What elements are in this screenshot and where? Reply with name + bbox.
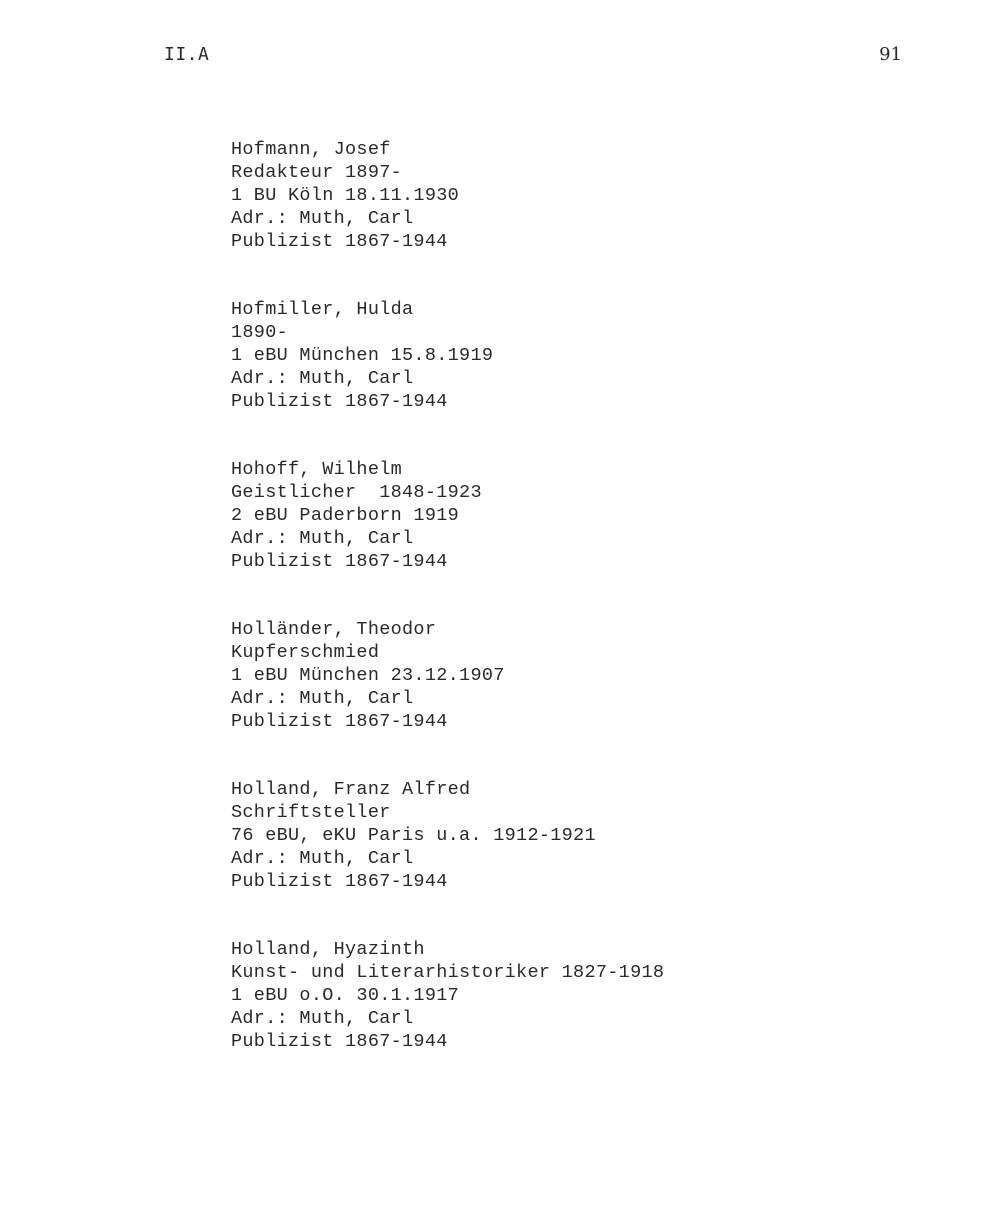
entry-hofmiller-hulda	[231, 298, 951, 458]
entry-addressee: Adr.: Muth, Carl	[231, 208, 414, 229]
entry-name: Hofmiller, Hulda	[231, 299, 414, 320]
entry-addressee: Adr.: Muth, Carl	[231, 848, 414, 869]
entry-hollaender-theodor	[231, 618, 951, 778]
entry-hohoff-wilhelm	[231, 458, 951, 618]
entry-addressee-info: Publizist 1867-1944	[231, 231, 448, 252]
page-number: 91	[879, 44, 902, 65]
entry-list	[231, 138, 951, 1098]
entry-letters: 1 eBU o.O. 30.1.1917	[231, 985, 460, 1006]
entry-letters: 76 eBU, eKU Paris u.a. 1912-1921	[231, 825, 596, 846]
entry-occupation: Redakteur 1897-	[231, 162, 403, 183]
entry-hofmann-josef	[231, 138, 951, 298]
entry-letters: 2 eBU Paderborn 1919	[231, 505, 460, 526]
entry-name: Holländer, Theodor	[231, 619, 437, 640]
entry-occupation: 1890-	[231, 322, 289, 343]
entry-letters: 1 eBU München 15.8.1919	[231, 345, 494, 366]
entry-addressee-info: Publizist 1867-1944	[231, 1031, 448, 1052]
entry-occupation: Schriftsteller	[231, 802, 391, 823]
entry-name: Hofmann, Josef	[231, 139, 391, 160]
entry-addressee: Adr.: Muth, Carl	[231, 368, 414, 389]
entry-name: Hohoff, Wilhelm	[231, 459, 403, 480]
entry-occupation: Geistlicher 1848-1923	[231, 482, 482, 503]
entry-name: Holland, Franz Alfred	[231, 779, 471, 800]
entry-holland-franz-alfred	[231, 778, 951, 938]
entry-addressee-info: Publizist 1867-1944	[231, 871, 448, 892]
entry-addressee-info: Publizist 1867-1944	[231, 711, 448, 732]
entry-occupation: Kunst- und Literarhistoriker 1827-1918	[231, 962, 665, 983]
entry-letters: 1 eBU München 23.12.1907	[231, 665, 505, 686]
entry-holland-hyazinth	[231, 938, 951, 1098]
entry-addressee: Adr.: Muth, Carl	[231, 528, 414, 549]
entry-addressee-info: Publizist 1867-1944	[231, 391, 448, 412]
entry-addressee-info: Publizist 1867-1944	[231, 551, 448, 572]
entry-letters: 1 BU Köln 18.11.1930	[231, 185, 460, 206]
entry-name: Holland, Hyazinth	[231, 939, 425, 960]
entry-addressee: Adr.: Muth, Carl	[231, 1008, 414, 1029]
section-label: II.A	[164, 44, 210, 65]
entry-addressee: Adr.: Muth, Carl	[231, 688, 414, 709]
entry-occupation: Kupferschmied	[231, 642, 380, 663]
